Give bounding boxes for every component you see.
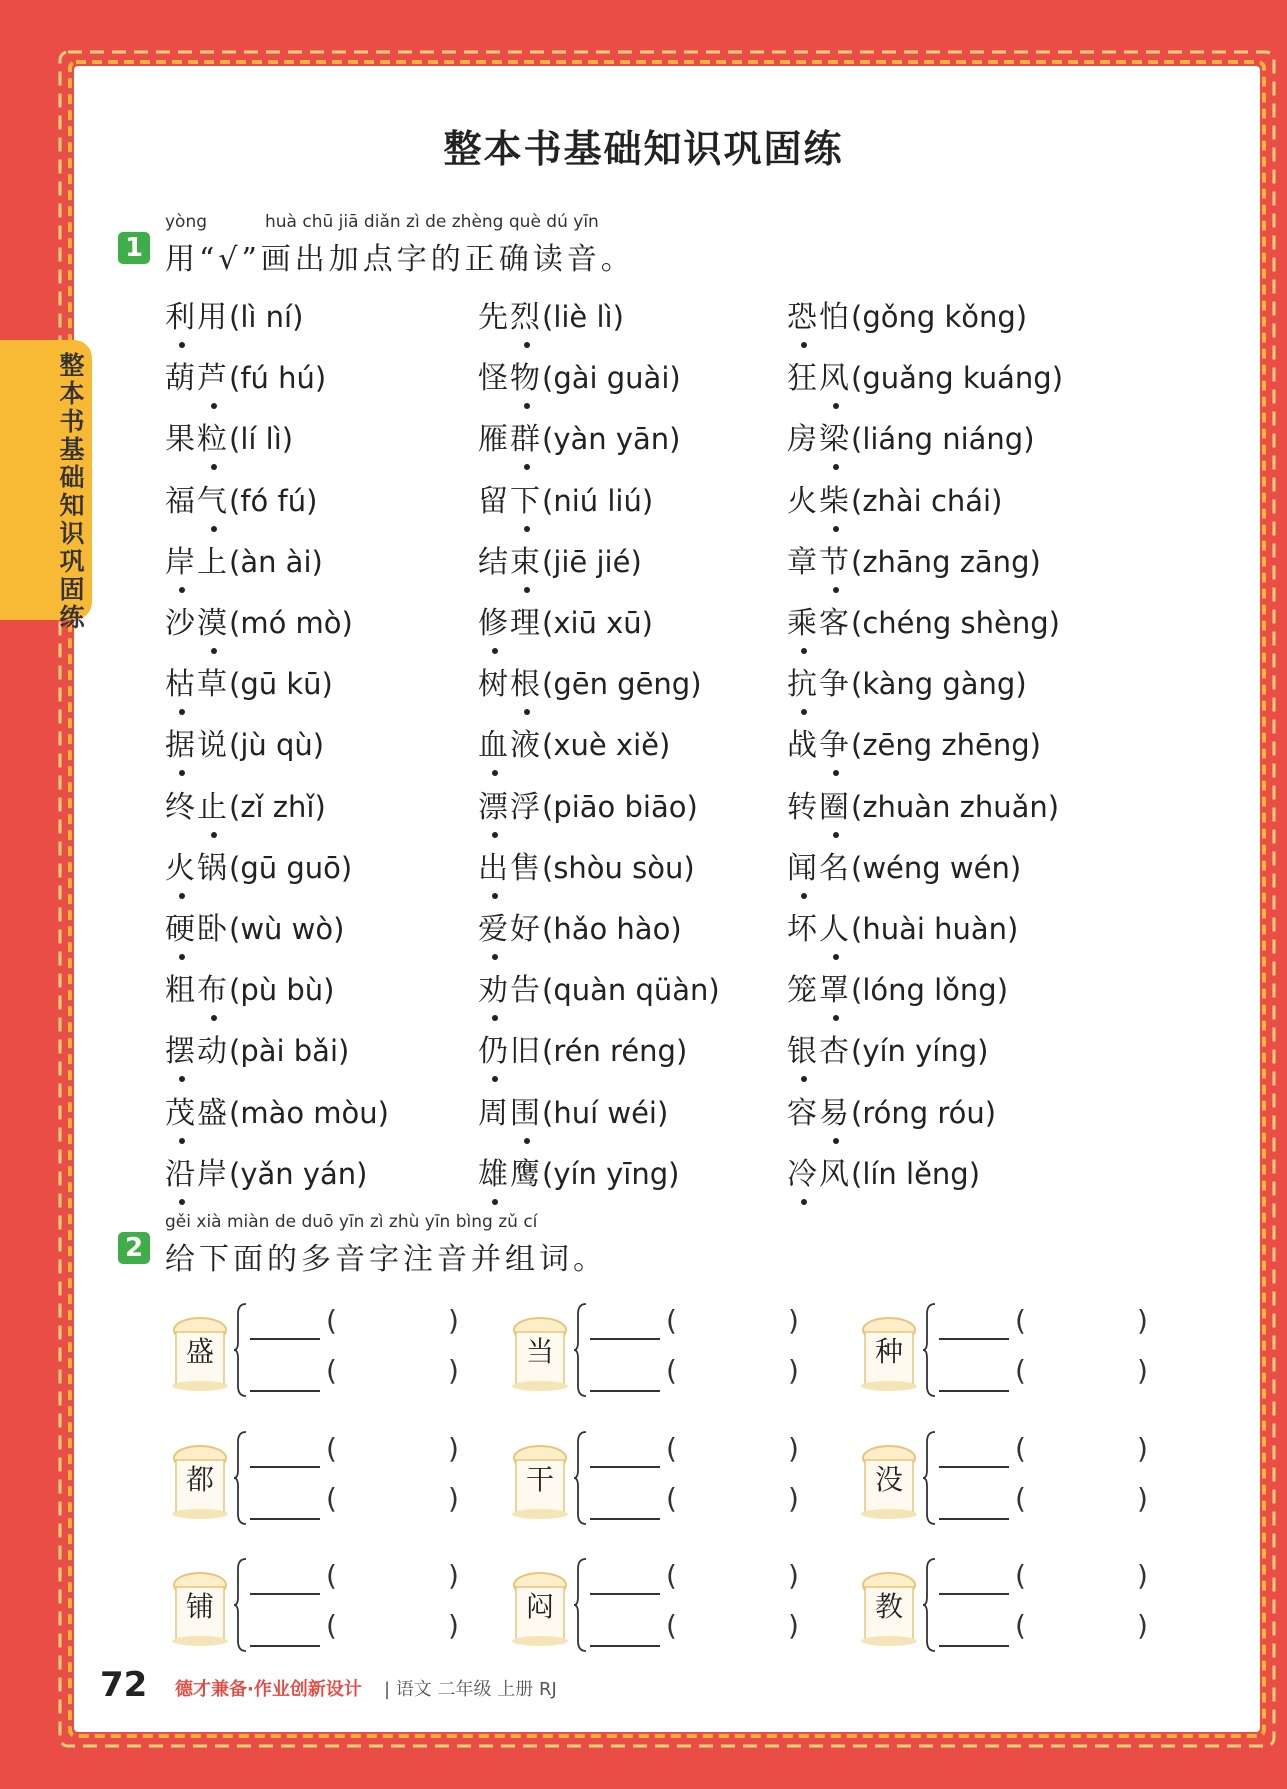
item-word: 笼罩 [787,973,851,1008]
pronunciation-item [165,537,323,581]
item-pinyin-options[interactable]: (mó mò) [229,606,353,640]
question-2-number: 2 [118,1232,150,1264]
pronunciation-item [165,843,352,887]
item-pinyin-options[interactable]: (gǒng kǒng) [851,300,1028,334]
question-1-instruction [165,208,765,288]
item-word: 抗争 [787,667,851,702]
item-pinyin-options[interactable]: (niú liú) [542,483,654,518]
pinyin-blank-2[interactable] [939,1518,1009,1520]
q1-pinyin-1: yòng [165,212,208,232]
emphasis-dot [524,1138,530,1144]
item-word: 雁群 [478,422,542,457]
pinyin-blank-1[interactable] [250,1338,320,1340]
emphasis-dot [524,587,530,593]
pronunciation-item [787,1088,996,1132]
pronunciation-item [787,537,1041,581]
open-paren: ( [666,1559,677,1592]
emphasis-dot [524,526,530,532]
brace-icon [574,1302,588,1398]
item-pinyin-options[interactable]: (róng róu) [851,1095,997,1130]
open-paren: ( [666,1304,677,1337]
open-paren: ( [326,1304,337,1337]
item-pinyin-options[interactable]: (fó fú) [229,483,318,518]
item-word: 怪物 [478,361,542,396]
pinyin-blank-1[interactable] [590,1593,660,1595]
item-word: 爱好 [478,912,542,947]
emphasis-dot [492,893,498,899]
item-word: 容易 [787,1096,851,1131]
close-paren: ) [448,1432,459,1465]
emphasis-dot [833,526,839,532]
open-paren: ( [326,1354,337,1387]
emphasis-dot [833,954,839,960]
pronunciation-item [165,414,293,458]
item-word: 硬卧 [165,912,229,947]
polyphone-char: 干 [525,1463,554,1496]
item-pinyin-options[interactable]: (zēng zhēng) [851,728,1041,763]
close-paren: ) [448,1482,459,1515]
pronunciation-item [478,537,642,581]
pronunciation-item [165,782,326,826]
emphasis-dot [492,832,498,838]
brace-icon [574,1430,588,1526]
emphasis-dot [179,893,185,899]
brace-icon [234,1302,248,1398]
polyphone-entry [508,1555,838,1655]
item-pinyin-options[interactable]: (jiē jié) [542,544,642,579]
item-word: 出售 [478,851,542,886]
item-word: 狂风 [787,361,851,396]
polyphone-char: 没 [874,1463,903,1496]
item-pinyin-options[interactable]: (wù wò) [229,912,345,946]
close-paren: ) [1137,1432,1148,1465]
item-word: 恐怕 [787,300,851,335]
emphasis-dot [833,832,839,838]
item-word: 结束 [478,545,542,580]
pronunciation-item [478,1026,687,1070]
item-word: 火锅 [165,851,229,886]
emphasis-dot [833,1138,839,1144]
pinyin-blank-1[interactable] [250,1466,320,1468]
item-word: 摆动 [165,1034,229,1069]
item-pinyin-options[interactable]: (gū guō) [229,850,353,885]
item-word: 闻名 [787,851,851,886]
emphasis-dot [179,587,185,593]
polyphone-entry [508,1300,838,1400]
item-word: 冷风 [787,1157,851,1192]
pinyin-blank-2[interactable] [590,1645,660,1647]
emphasis-dot [179,954,185,960]
pronunciation-item [165,659,333,703]
close-paren: ) [1137,1559,1148,1592]
open-paren: ( [1015,1559,1026,1592]
question-2-instruction [165,1208,765,1288]
pronunciation-item [787,782,1059,826]
brace-icon [923,1430,937,1526]
item-pinyin-options[interactable]: (shòu sòu) [542,850,695,885]
question-1-number: 1 [118,232,150,264]
polyphone-char: 闷 [525,1590,554,1623]
item-pinyin-options[interactable]: (gū kū) [229,667,333,702]
pinyin-blank-1[interactable] [939,1466,1009,1468]
item-word: 先烈 [478,300,542,335]
open-paren: ( [326,1432,337,1465]
pronunciation-item [165,598,353,642]
item-pinyin-options[interactable]: (rén réng) [542,1034,688,1069]
polyphone-entry [857,1300,1187,1400]
pinyin-blank-2[interactable] [250,1645,320,1647]
item-pinyin-options[interactable]: (wéng wén) [851,850,1022,885]
item-word: 留下 [478,484,542,519]
close-paren: ) [448,1354,459,1387]
pronunciation-item [787,659,1027,703]
open-paren: ( [1015,1304,1026,1337]
item-pinyin-options[interactable]: (jù qù) [229,728,325,763]
item-pinyin-options[interactable]: (yǎn yán) [229,1156,368,1191]
item-word: 沙漠 [165,606,229,641]
pinyin-blank-2[interactable] [590,1518,660,1520]
pinyin-blank-2[interactable] [250,1518,320,1520]
close-paren: ) [788,1482,799,1515]
polyphone-entry [168,1300,498,1400]
emphasis-dot [801,342,807,348]
item-pinyin-options[interactable]: (piāo biāo) [542,789,698,824]
pronunciation-item [165,904,344,948]
pronunciation-item [165,1088,389,1132]
open-paren: ( [1015,1354,1026,1387]
pronunciation-item [787,598,1060,642]
pronunciation-item [787,1026,988,1070]
pronunciation-item [165,476,317,520]
pronunciation-item [478,720,670,764]
item-word: 葫芦 [165,361,229,396]
close-paren: ) [448,1304,459,1337]
item-word: 劝告 [478,973,542,1008]
pronunciation-item [478,782,698,826]
item-pinyin-options[interactable]: (zhài chái) [851,483,1003,518]
close-paren: ) [788,1354,799,1387]
q1-pinyin-2: huà chū jiā diǎn zì de zhèng què dú yīn [265,212,599,232]
emphasis-dot [211,832,217,838]
polyphone-char: 铺 [185,1590,214,1623]
item-word: 福气 [165,484,229,519]
item-pinyin-options[interactable]: (gēn gēng) [542,667,702,702]
pinyin-blank-2[interactable] [590,1390,660,1392]
open-paren: ( [326,1482,337,1515]
pronunciation-item [478,1088,668,1132]
pronunciation-item [478,659,702,703]
item-pinyin-options[interactable]: (lì ní) [229,300,304,334]
pronunciation-item [787,1149,980,1193]
emphasis-dot [211,526,217,532]
close-paren: ) [1137,1304,1148,1337]
emphasis-dot [492,648,498,654]
pronunciation-item [787,843,1021,887]
item-pinyin-options[interactable]: (huài huàn) [851,912,1019,946]
item-word: 乘客 [787,606,851,641]
item-pinyin-options[interactable]: (lí lì) [229,422,294,457]
item-word: 仍旧 [478,1034,542,1069]
pronunciation-item [787,476,1002,520]
page-number: 72 [100,1665,148,1705]
pronunciation-item [165,1026,349,1070]
pronunciation-item [478,904,682,948]
pronunciation-item [478,598,653,642]
emphasis-dot [179,1199,185,1205]
emphasis-dot [801,893,807,899]
item-pinyin-options[interactable]: (liè lì) [542,300,624,334]
open-paren: ( [666,1354,677,1387]
footer-brand: 德才兼备·作业创新设计 [175,1679,362,1700]
pronunciation-item [478,353,681,397]
pronunciation-item [787,353,1063,397]
close-paren: ) [1137,1609,1148,1642]
pinyin-blank-1[interactable] [590,1338,660,1340]
open-paren: ( [666,1609,677,1642]
item-pinyin-options[interactable]: (hǎo hào) [542,912,682,946]
item-pinyin-options[interactable]: (mào mòu) [229,1095,389,1130]
emphasis-dot [833,587,839,593]
pronunciation-item [478,843,695,887]
item-pinyin-options[interactable]: (zǐ zhǐ) [229,789,326,824]
pronunciation-item [165,720,324,764]
emphasis-dot [801,648,807,654]
close-paren: ) [1137,1354,1148,1387]
brace-icon [923,1302,937,1398]
pinyin-blank-1[interactable] [250,1593,320,1595]
close-paren: ) [1137,1482,1148,1515]
item-pinyin-options[interactable]: (liáng niáng) [851,422,1035,457]
item-pinyin-options[interactable]: (pù bù) [229,973,335,1008]
item-word: 树根 [478,667,542,702]
item-pinyin-options[interactable]: (xiū xū) [542,606,653,640]
open-paren: ( [666,1432,677,1465]
pronunciation-item [787,965,1008,1009]
brace-icon [234,1430,248,1526]
item-word: 战争 [787,728,851,763]
item-pinyin-options[interactable]: (pài bǎi) [229,1034,350,1069]
pronunciation-item [165,1149,367,1193]
pronunciation-item [787,292,1027,336]
item-pinyin-options[interactable]: (yàn yān) [542,422,681,457]
pronunciation-item [478,292,624,336]
item-pinyin-options[interactable]: (fú hú) [229,361,327,396]
item-pinyin-options[interactable]: (zhāng zāng) [851,544,1041,579]
close-paren: ) [788,1559,799,1592]
item-word: 转圈 [787,790,851,825]
pinyin-blank-2[interactable] [939,1390,1009,1392]
item-pinyin-options[interactable]: (lín lěng) [851,1156,981,1191]
polyphone-entry [508,1428,838,1528]
item-pinyin-options[interactable]: (lóng lǒng) [851,973,1009,1008]
polyphone-char: 盛 [185,1335,214,1368]
item-pinyin-options[interactable]: (zhuàn zhuǎn) [851,789,1060,824]
polyphone-char: 当 [525,1335,554,1368]
item-pinyin-options[interactable]: (kàng gàng) [851,667,1027,702]
item-word: 房梁 [787,422,851,457]
close-paren: ) [448,1609,459,1642]
emphasis-dot [492,1199,498,1205]
polyphone-entry [857,1428,1187,1528]
pronunciation-item [478,965,720,1009]
item-word: 血液 [478,728,542,763]
pinyin-blank-2[interactable] [250,1390,320,1392]
item-word: 岸上 [165,545,229,580]
open-paren: ( [326,1559,337,1592]
item-word: 修理 [478,606,542,641]
close-paren: ) [448,1559,459,1592]
side-tab-label: 整本书基础知识巩固练 [59,351,85,632]
close-paren: ) [788,1609,799,1642]
pinyin-blank-2[interactable] [939,1645,1009,1647]
polyphone-entry [857,1555,1187,1655]
item-pinyin-options[interactable]: (yín yíng) [851,1034,989,1069]
item-pinyin-options[interactable]: (xuè xiě) [542,728,671,763]
q2-pinyin: gěi xià miàn de duō yīn zì zhù yīn bìng zǔ cí [165,1212,538,1232]
item-word: 雄鹰 [478,1157,542,1192]
pinyin-blank-1[interactable] [590,1466,660,1468]
brace-icon [923,1557,937,1653]
emphasis-dot [179,342,185,348]
item-word: 火柴 [787,484,851,519]
item-word: 周围 [478,1096,542,1131]
open-paren: ( [1015,1609,1026,1642]
pronunciation-item [165,965,334,1009]
q1-text: 用“√”画出加点字的正确读音。 [165,242,635,277]
pronunciation-item [787,904,1018,948]
item-word: 银杏 [787,1034,851,1069]
item-pinyin-options[interactable]: (yín yīng) [542,1156,680,1191]
item-word: 漂浮 [478,790,542,825]
polyphone-char: 教 [874,1590,903,1623]
q2-text: 给下面的多音字注音并组词。 [165,1242,607,1277]
pronunciation-item [165,292,303,336]
open-paren: ( [1015,1482,1026,1515]
pinyin-blank-1[interactable] [939,1338,1009,1340]
polyphone-char: 种 [874,1335,903,1368]
page-title: 整本书基础知识巩固练 [443,127,844,171]
item-word: 坏人 [787,912,851,947]
emphasis-dot [211,648,217,654]
pinyin-blank-1[interactable] [939,1593,1009,1595]
open-paren: ( [326,1609,337,1642]
pronunciation-item [787,414,1035,458]
open-paren: ( [666,1482,677,1515]
item-pinyin-options[interactable]: (àn ài) [229,544,323,579]
item-word: 茂盛 [165,1096,229,1131]
close-paren: ) [788,1432,799,1465]
pronunciation-item [478,476,653,520]
emphasis-dot [492,954,498,960]
item-word: 沿岸 [165,1157,229,1192]
item-word: 果粒 [165,422,229,457]
item-word: 章节 [787,545,851,580]
pronunciation-item [787,720,1041,764]
pronunciation-item [478,1149,679,1193]
open-paren: ( [1015,1432,1026,1465]
polyphone-char: 都 [185,1463,214,1496]
item-pinyin-options[interactable]: (gài guài) [542,361,681,396]
footer-info: | 语文 二年级 上册 RJ [384,1679,557,1700]
brace-icon [234,1557,248,1653]
brace-icon [574,1557,588,1653]
item-word: 利用 [165,300,229,335]
pronunciation-item [478,414,680,458]
polyphone-entry [168,1428,498,1528]
item-word: 粗布 [165,973,229,1008]
item-word: 终止 [165,790,229,825]
item-pinyin-options[interactable]: (huí wéi) [542,1095,669,1130]
emphasis-dot [524,342,530,348]
emphasis-dot [801,1199,807,1205]
item-word: 枯草 [165,667,229,702]
item-pinyin-options[interactable]: (quàn qüàn) [542,973,720,1008]
item-pinyin-options[interactable]: (guǎng kuáng) [851,361,1064,396]
item-pinyin-options[interactable]: (chéng shèng) [851,606,1060,640]
item-word: 据说 [165,728,229,763]
pronunciation-item [165,353,326,397]
polyphone-entry [168,1555,498,1655]
emphasis-dot [179,1138,185,1144]
close-paren: ) [788,1304,799,1337]
